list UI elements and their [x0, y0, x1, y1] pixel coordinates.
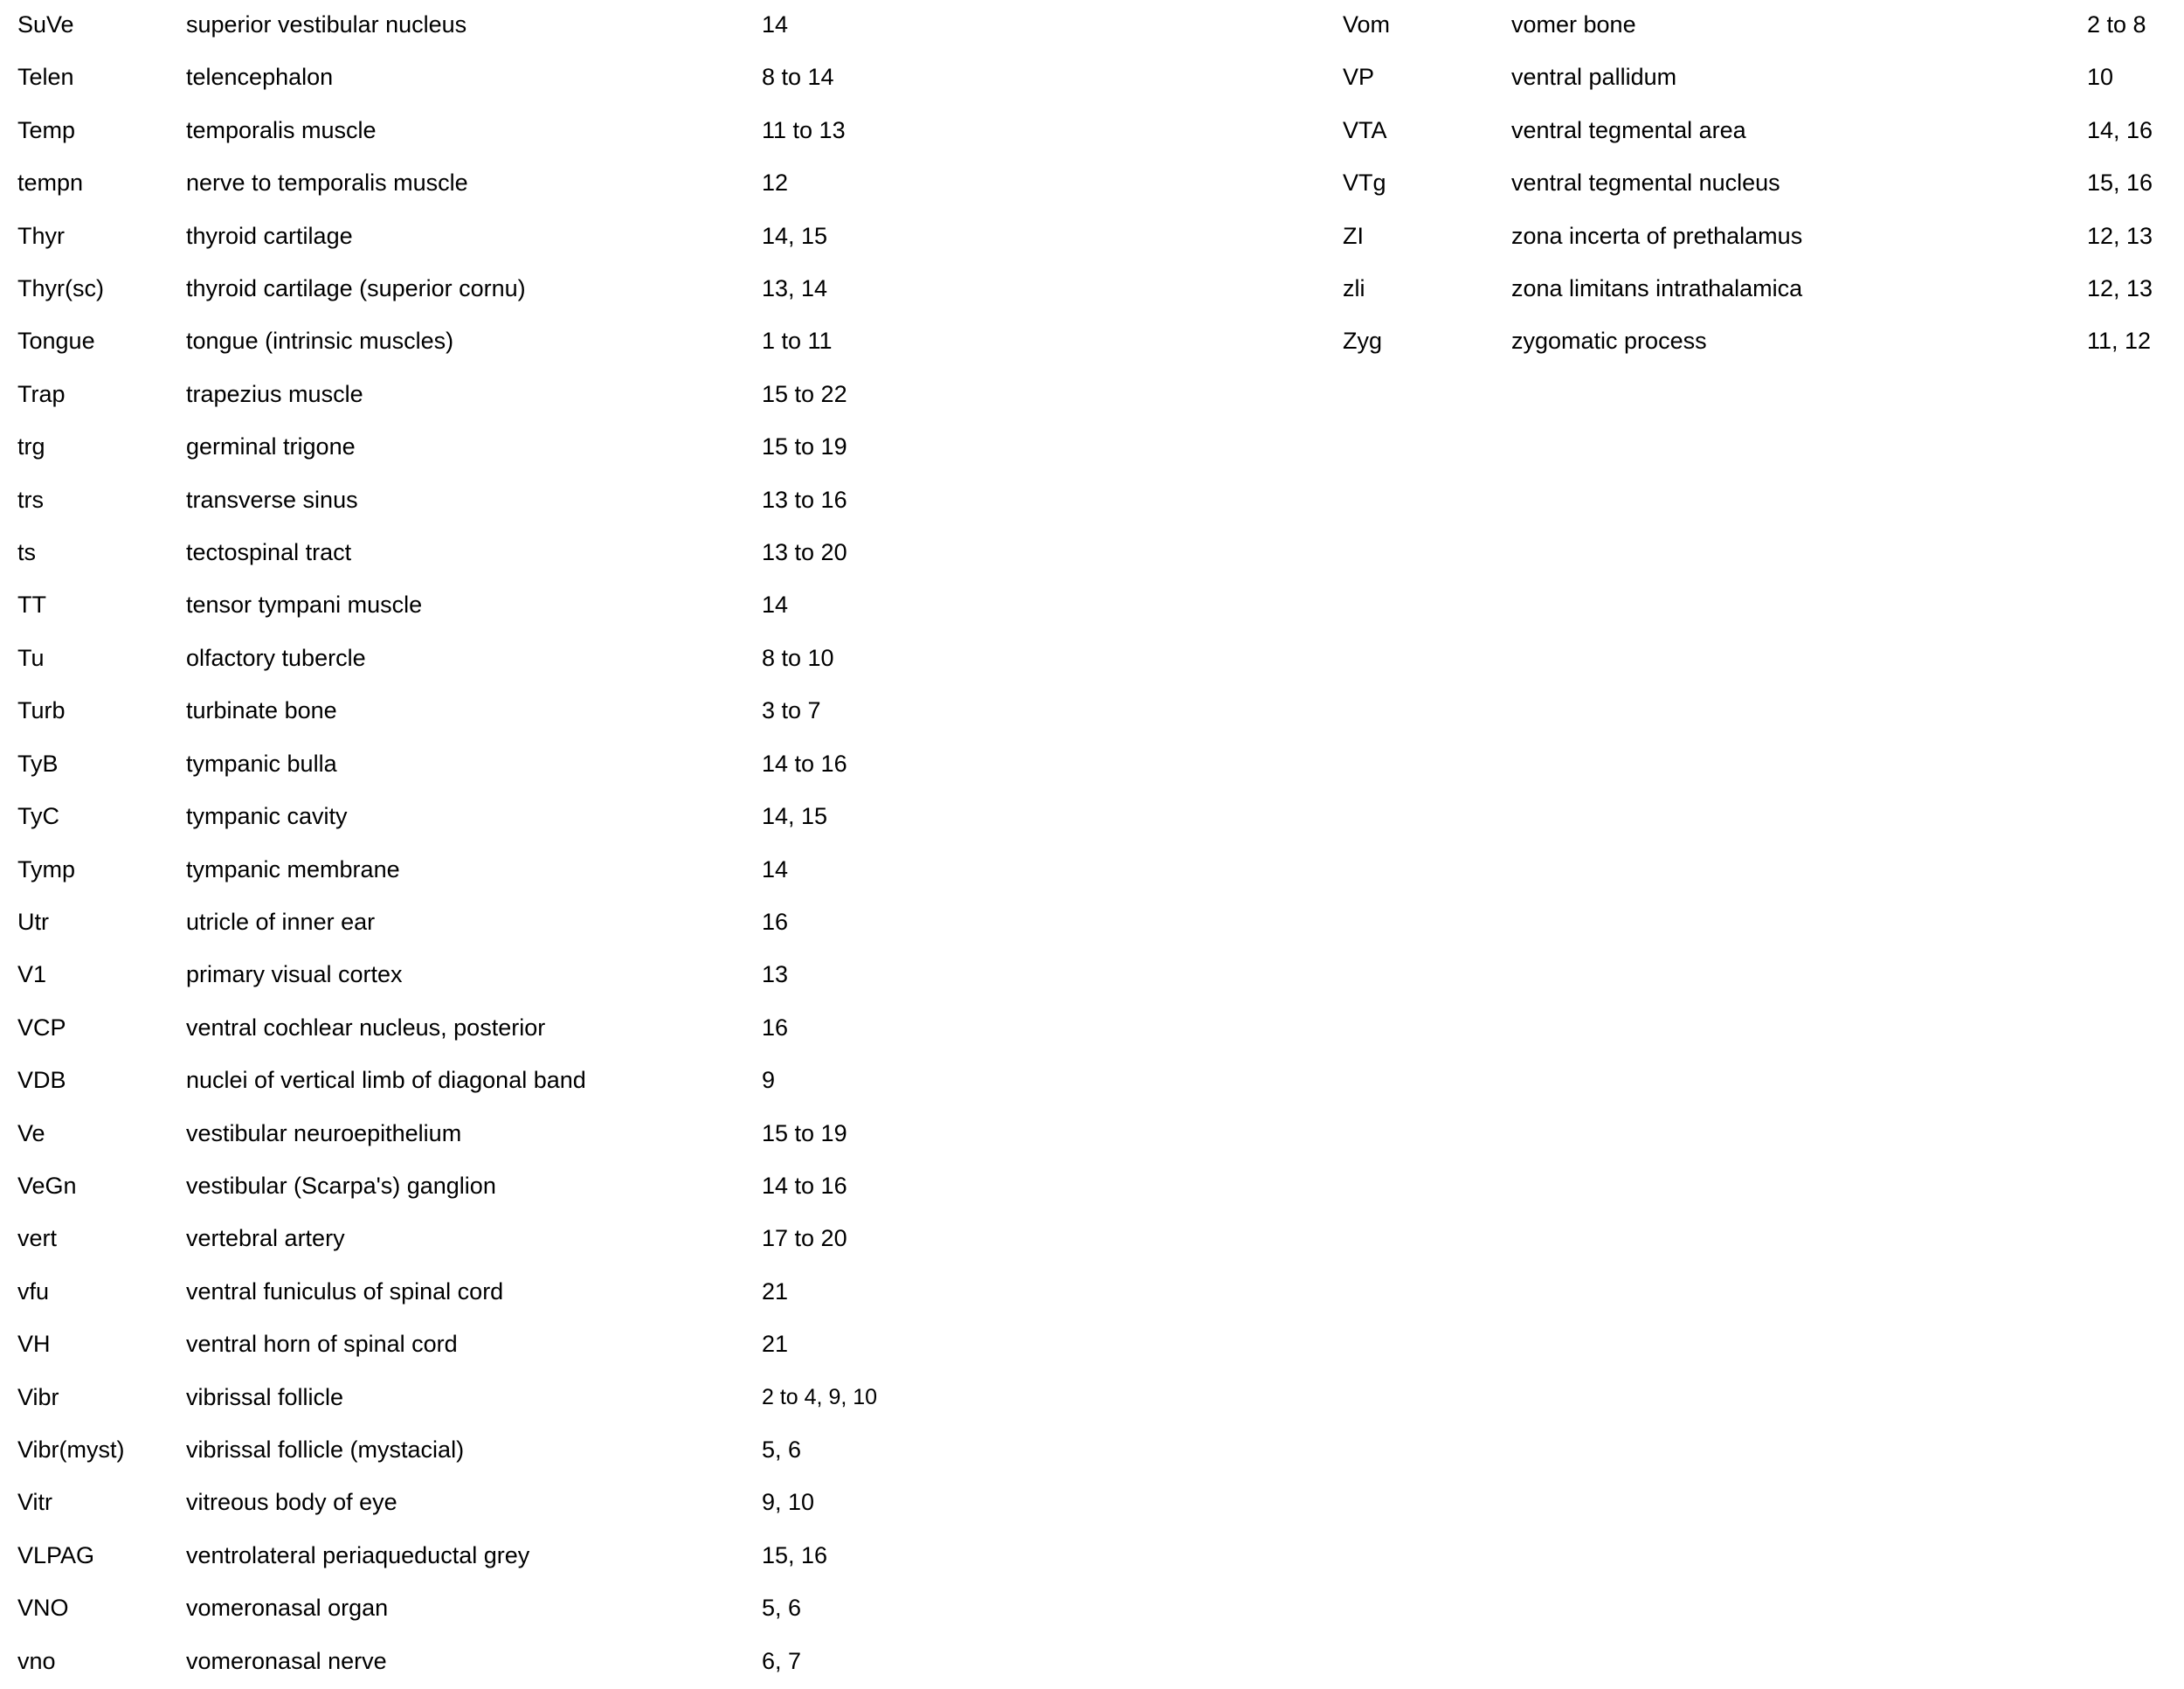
entry-abbreviation: Thyr(sc): [17, 275, 104, 302]
entry-row: [17, 633, 891, 686]
entry-row: [1343, 211, 2184, 264]
entry-pages: 11 to 13: [762, 116, 846, 143]
entry-abbreviation: Vom: [1343, 11, 1391, 38]
entry-term: tongue (intrinsic muscles): [186, 328, 454, 355]
entry-row: [17, 370, 891, 422]
right-abbreviation-column: [1343, 0, 2184, 370]
entry-term: vomer bone: [1511, 11, 1636, 38]
entry-abbreviation: TyC: [17, 803, 60, 830]
entry-pages: 15 to 22: [762, 380, 847, 407]
entry-abbreviation: VCP: [17, 1014, 66, 1041]
entry-abbreviation: Tu: [17, 644, 45, 671]
entry-term: trapezius muscle: [186, 380, 363, 407]
entry-row: [17, 0, 891, 52]
entry-pages: 5, 6: [762, 1436, 802, 1463]
entry-abbreviation: Temp: [17, 116, 76, 143]
entry-abbreviation: VH: [17, 1331, 51, 1358]
entry-pages: 16: [762, 1014, 789, 1041]
entry-term: primary visual cortex: [186, 961, 403, 988]
entry-term: nuclei of vertical limb of diagonal band: [186, 1067, 586, 1094]
entry-pages: 14 to 16: [762, 750, 847, 777]
entry-term: thyroid cartilage: [186, 222, 353, 249]
entry-row: [1343, 264, 2184, 316]
entry-term: ventral horn of spinal cord: [186, 1331, 458, 1358]
entry-pages: 2 to 8: [2087, 11, 2146, 38]
entry-row: [17, 1319, 891, 1372]
entry-term: nerve to temporalis muscle: [186, 170, 468, 197]
entry-term: zygomatic process: [1511, 328, 1707, 355]
entry-row: [17, 1109, 891, 1161]
entry-abbreviation: VeGn: [17, 1172, 77, 1199]
entry-pages: 21: [762, 1277, 789, 1305]
entry-abbreviation: zli: [1343, 275, 1365, 302]
entry-abbreviation: Tymp: [17, 855, 76, 883]
entry-abbreviation: Utr: [17, 908, 49, 935]
entry-term: vibrissal follicle: [186, 1383, 344, 1410]
entry-pages: 12, 13: [2087, 222, 2153, 249]
entry-abbreviation: Vibr(myst): [17, 1436, 125, 1463]
entry-pages: 15 to 19: [762, 1119, 847, 1146]
entry-abbreviation: ts: [17, 539, 37, 566]
entry-pages: 8 to 10: [762, 644, 834, 671]
entry-row: [17, 1214, 891, 1266]
entry-row: [17, 52, 891, 105]
entry-abbreviation: Ve: [17, 1119, 45, 1146]
entry-abbreviation: Vibr: [17, 1383, 59, 1410]
entry-pages: 10: [2087, 64, 2114, 91]
entry-row: [1343, 316, 2184, 369]
entry-term: olfactory tubercle: [186, 644, 366, 671]
entry-abbreviation: VNO: [17, 1595, 69, 1622]
entry-row: [17, 686, 891, 738]
entry-abbreviation: vno: [17, 1647, 56, 1674]
entry-term: zona limitans intrathalamica: [1511, 275, 1803, 302]
entry-row: [17, 106, 891, 158]
entry-row: [17, 950, 891, 1002]
entry-row: [17, 528, 891, 580]
entry-term: tectospinal tract: [186, 539, 352, 566]
entry-abbreviation: Telen: [17, 64, 74, 91]
entry-row: [17, 158, 891, 211]
entry-pages: 12: [762, 170, 789, 197]
entry-pages: 14: [762, 855, 789, 883]
entry-pages: 17 to 20: [762, 1225, 847, 1252]
entry-row: [17, 1531, 891, 1583]
entry-term: tympanic membrane: [186, 855, 400, 883]
entry-term: ventral tegmental nucleus: [1511, 170, 1780, 197]
entry-pages: 15 to 19: [762, 433, 847, 460]
left-abbreviation-column: [17, 0, 891, 1689]
entry-pages: 1 to 11: [762, 328, 833, 355]
entry-abbreviation: Thyr: [17, 222, 65, 249]
entry-term: ventral funiculus of spinal cord: [186, 1277, 504, 1305]
entry-term: tensor tympani muscle: [186, 592, 423, 619]
entry-pages: 15, 16: [2087, 170, 2153, 197]
entry-row: [17, 1478, 891, 1530]
entry-abbreviation: V1: [17, 961, 47, 988]
entry-abbreviation: VP: [1343, 64, 1375, 91]
entry-abbreviation: vfu: [17, 1277, 50, 1305]
entry-row: [17, 316, 891, 369]
entry-abbreviation: Tongue: [17, 328, 95, 355]
entry-term: vitreous body of eye: [186, 1489, 397, 1516]
entry-term: temporalis muscle: [186, 116, 377, 143]
entry-term: ventrolateral periaqueductal grey: [186, 1541, 530, 1568]
entry-abbreviation: VDB: [17, 1067, 66, 1094]
entry-row: [17, 422, 891, 474]
entry-pages: 12, 13: [2087, 275, 2153, 302]
entry-abbreviation: VTA: [1343, 116, 1387, 143]
entry-term: transverse sinus: [186, 486, 358, 513]
entry-abbreviation: tempn: [17, 170, 84, 197]
entry-row: [1343, 106, 2184, 158]
entry-term: ventral tegmental area: [1511, 116, 1746, 143]
entry-abbreviation: TT: [17, 592, 46, 619]
entry-row: [1343, 52, 2184, 105]
entry-pages: 8 to 14: [762, 64, 834, 91]
entry-term: utricle of inner ear: [186, 908, 376, 935]
entry-pages: 21: [762, 1331, 789, 1358]
entry-term: tympanic bulla: [186, 750, 337, 777]
entry-term: thyroid cartilage (superior cornu): [186, 275, 526, 302]
entry-row: [17, 1373, 891, 1425]
entry-row: [1343, 0, 2184, 52]
entry-pages: 14 to 16: [762, 1172, 847, 1199]
entry-pages: 6, 7: [762, 1647, 802, 1674]
entry-term: turbinate bone: [186, 697, 337, 724]
entry-abbreviation: ZI: [1343, 222, 1364, 249]
entry-row: [17, 792, 891, 844]
entry-abbreviation: Zyg: [1343, 328, 1383, 355]
entry-term: zona incerta of prethalamus: [1511, 222, 1803, 249]
entry-row: [17, 580, 891, 633]
entry-row: [1343, 158, 2184, 211]
entry-pages: 13: [762, 961, 789, 988]
entry-term: telencephalon: [186, 64, 334, 91]
entry-pages: 14: [762, 592, 789, 619]
entry-row: [17, 1056, 891, 1108]
entry-term: vestibular (Scarpa's) ganglion: [186, 1172, 496, 1199]
entry-term: vertebral artery: [186, 1225, 345, 1252]
entry-row: [17, 1161, 891, 1214]
entry-abbreviation: Turb: [17, 697, 66, 724]
entry-abbreviation: VLPAG: [17, 1541, 95, 1568]
entry-abbreviation: VTg: [1343, 170, 1386, 197]
entry-term: tympanic cavity: [186, 803, 348, 830]
entry-term: ventral cochlear nucleus, posterior: [186, 1014, 546, 1041]
entry-pages: 14, 15: [762, 803, 828, 830]
entry-term: vomeronasal nerve: [186, 1647, 387, 1674]
entry-row: [17, 1583, 891, 1636]
entry-term: germinal trigone: [186, 433, 356, 460]
entry-term: vibrissal follicle (mystacial): [186, 1436, 465, 1463]
entry-pages: 13 to 16: [762, 486, 847, 513]
entry-pages: 13 to 20: [762, 539, 847, 566]
entry-row: [17, 1267, 891, 1319]
entry-pages: 14: [762, 11, 789, 38]
entry-abbreviation: SuVe: [17, 11, 74, 38]
entry-abbreviation: TyB: [17, 750, 59, 777]
entry-pages: 15, 16: [762, 1541, 828, 1568]
entry-term: vomeronasal organ: [186, 1595, 389, 1622]
entry-pages: 5, 6: [762, 1595, 802, 1622]
entry-abbreviation: trg: [17, 433, 45, 460]
entry-pages: 3 to 7: [762, 697, 821, 724]
entry-pages: 13, 14: [762, 275, 828, 302]
entry-row: [17, 264, 891, 316]
entry-term: superior vestibular nucleus: [186, 11, 467, 38]
entry-pages: 9: [762, 1067, 776, 1094]
entry-row: [17, 1003, 891, 1056]
entry-row: [17, 897, 891, 950]
entry-abbreviation: Vitr: [17, 1489, 53, 1516]
entry-row: [17, 211, 891, 264]
entry-row: [17, 475, 891, 528]
entry-row: [17, 845, 891, 897]
entry-row: [17, 739, 891, 792]
entry-pages: 11, 12: [2087, 328, 2152, 355]
entry-row: [17, 1637, 891, 1689]
entry-pages: 14, 16: [2087, 116, 2153, 143]
entry-abbreviation: trs: [17, 486, 44, 513]
entry-term: vestibular neuroepithelium: [186, 1119, 462, 1146]
entry-term: ventral pallidum: [1511, 64, 1677, 91]
entry-abbreviation: Trap: [17, 380, 66, 407]
entry-pages: 14, 15: [762, 222, 828, 249]
entry-pages: 9, 10: [762, 1489, 815, 1516]
entry-abbreviation: vert: [17, 1225, 58, 1252]
entry-row: [17, 1425, 891, 1478]
entry-pages: 2 to 4, 9, 10: [762, 1384, 878, 1409]
entry-pages: 16: [762, 908, 789, 935]
